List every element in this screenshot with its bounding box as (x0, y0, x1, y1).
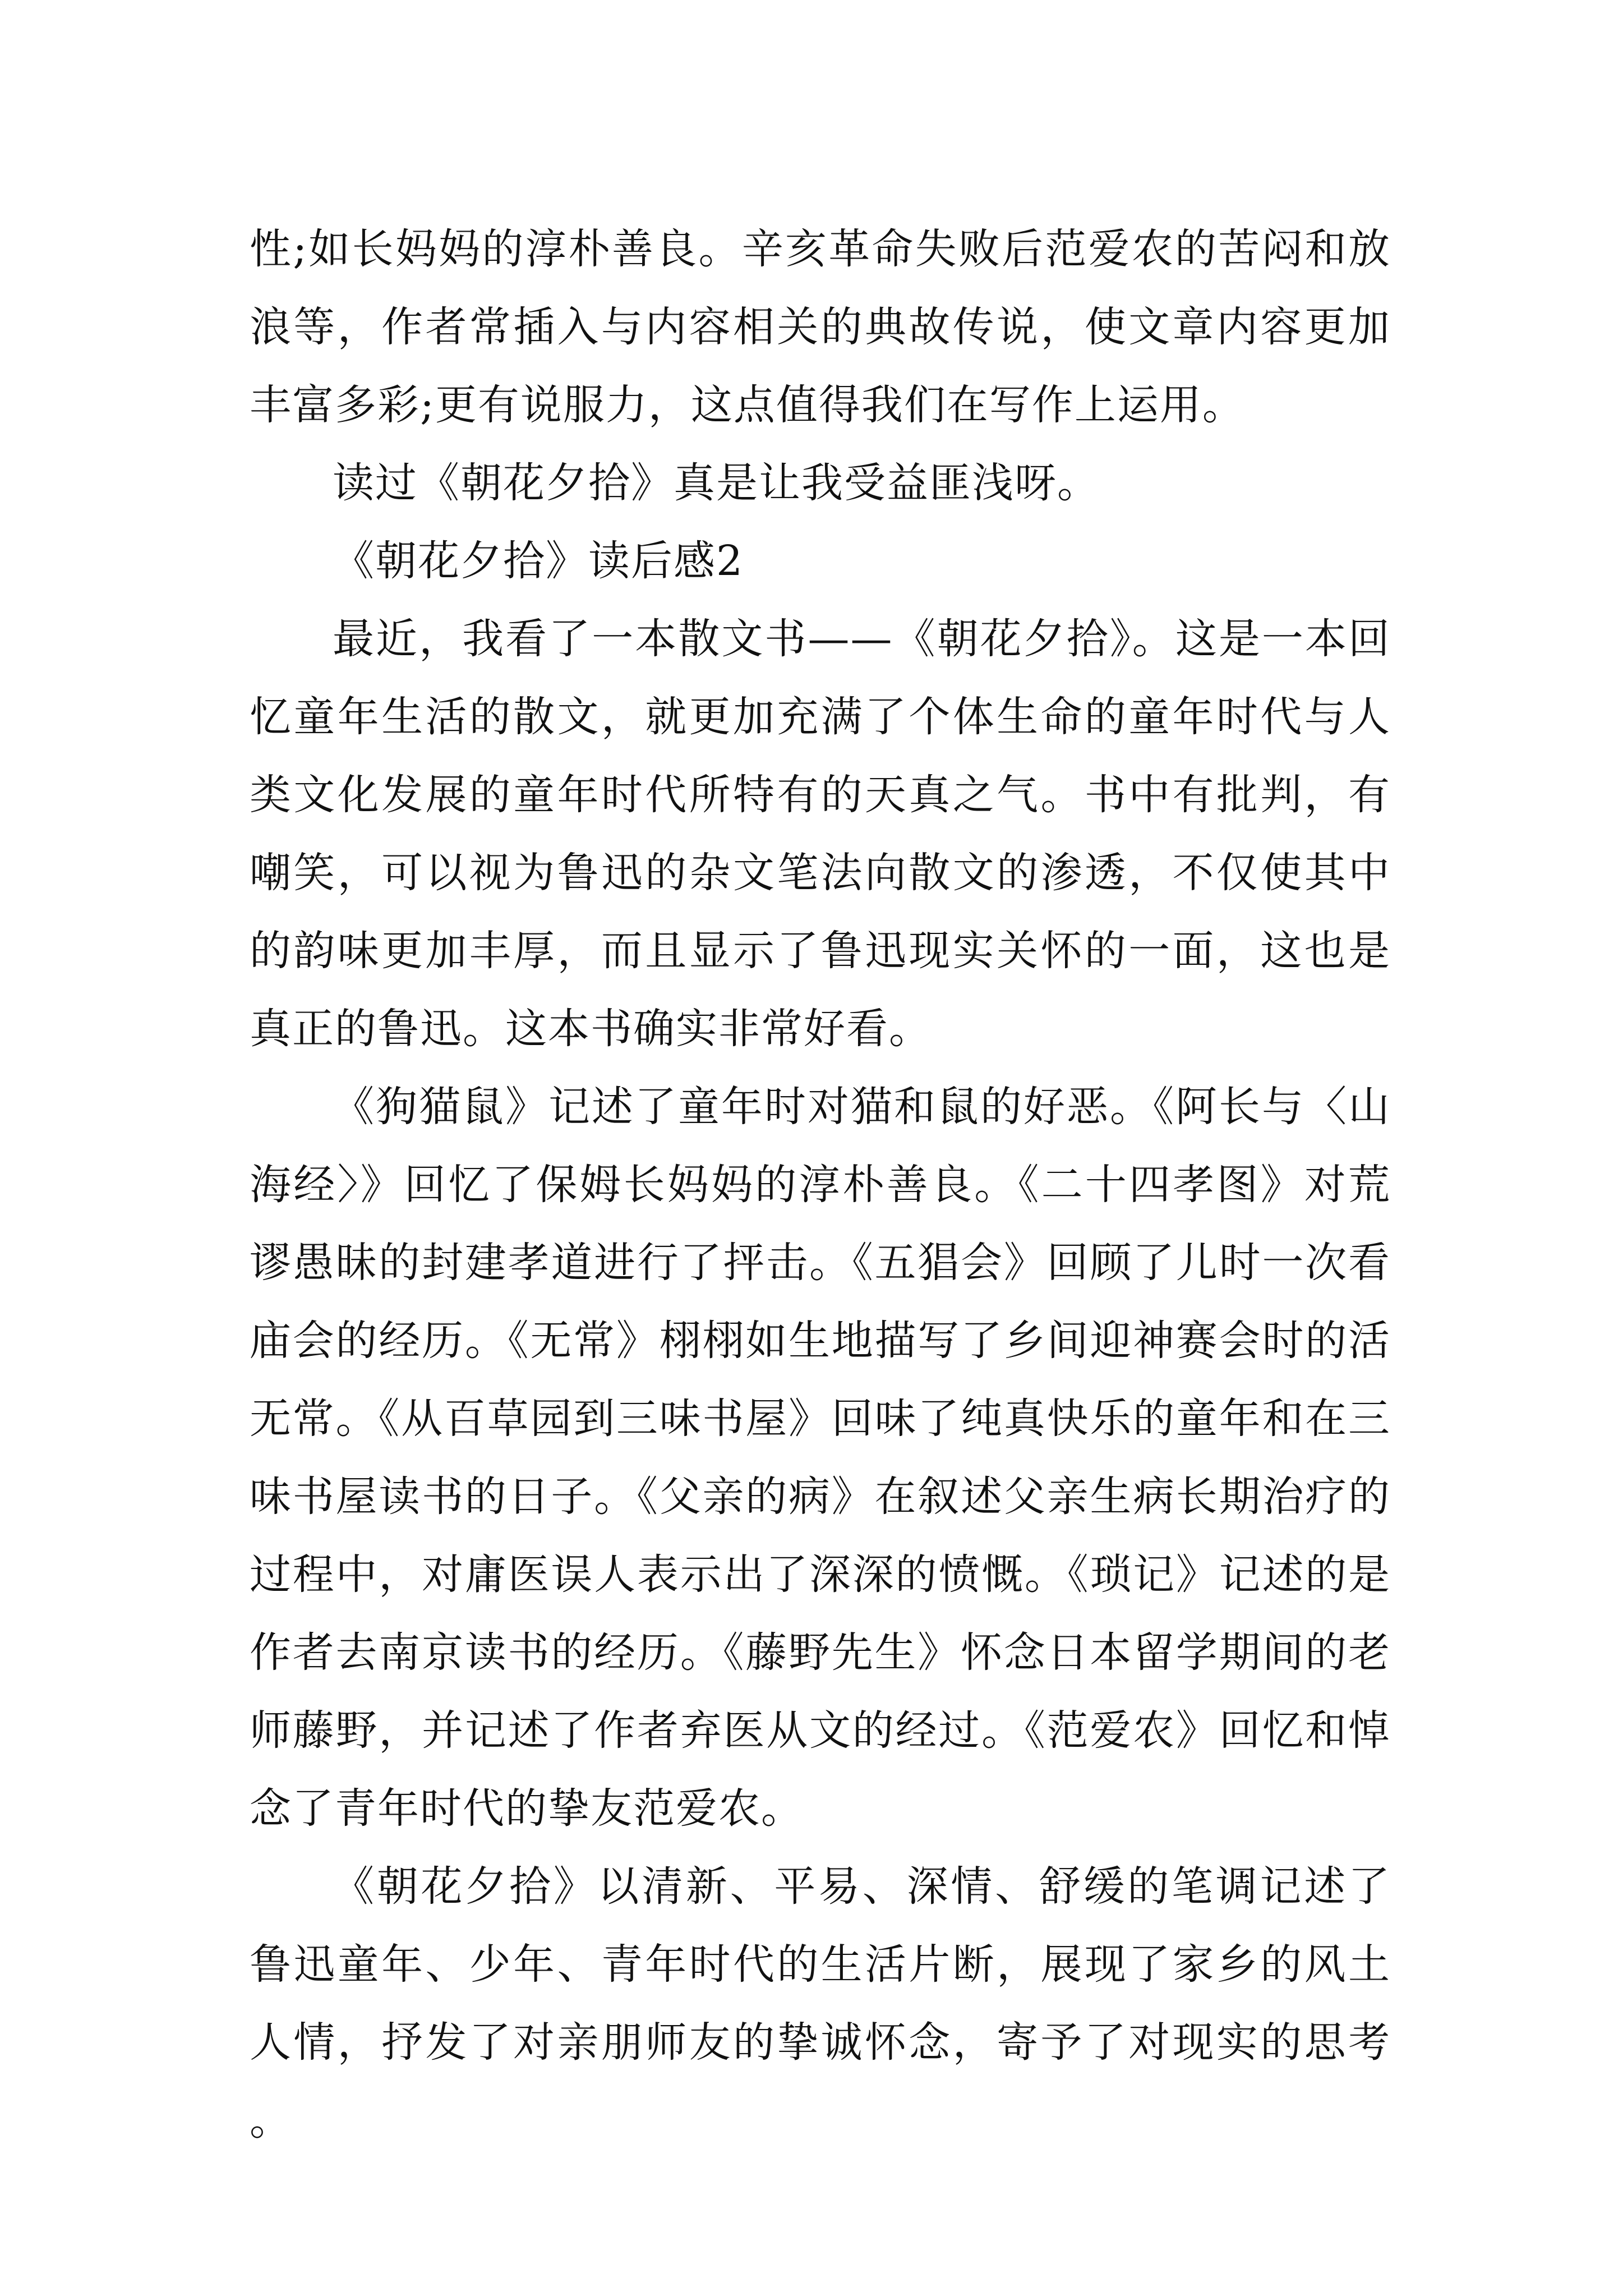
paragraph-overview: 《朝花夕拾》以清新、平易、深情、舒缓的笔调记述了鲁迅童年、少年、青年时代的生活片断，展现了家乡的风土人情，抒发了对亲朋师友的挚诚怀念，寄予了对现实的思考。 (250, 1862, 1391, 2145)
paragraph-conclusion: 读过《朝花夕拾》真是让我受益匪浅呀。 (333, 459, 1100, 507)
section-title: 《朝花夕拾》读后感2 (333, 537, 744, 585)
document-page (250, 210, 1391, 2160)
paragraph-intro: 最近，我看了一本散文书——《朝花夕拾》。这是一本回忆童年生活的散文，就更加充满了个体生命的童年时代与人类文化发展的童年时代所特有的天真之气。书中有批判，有嘲笑，可以视为鲁迅的杂文笔法向散文的渗透，不仅使其中的韵味更加丰厚，而且显示了鲁迅现实关怀的一面，这也是真正的鲁迅。这本书确实非常好看。 (250, 615, 1391, 1053)
paragraph-chapter-summaries: 《狗猫鼠》记述了童年时对猫和鼠的好恶。《阿长与〈山海经〉》回忆了保姆长妈妈的淳朴善良。《二十四孝图》对荒谬愚昧的封建孝道进行了抨击。《五猖会》回顾了儿时一次看庙会的经历。《无常》栩栩如生地描写了乡间迎神赛会时的活无常。《从百草园到三味书屋》回味了纯真快乐的童年和在三味书屋读书的日子。《父亲的病》在叙述父亲生病长期治疗的过程中，对庸医误人表示出了深深的愤慨。《琐记》记述的是作者去南京读书的经历。《藤野先生》怀念日本留学期间的老师藤野，并记述了作者弃医从文的经过。《范爱农》回忆和悼念了青年时代的挚友范爱农。 (250, 1083, 1391, 1833)
paragraph-continuation: 性;如长妈妈的淳朴善良。辛亥革命失败后范爱农的苦闷和放浪等，作者常插入与内容相关的典故传说，使文章内容更加丰富多彩;更有说服力，这点值得我们在写作上运用。 (250, 225, 1391, 429)
